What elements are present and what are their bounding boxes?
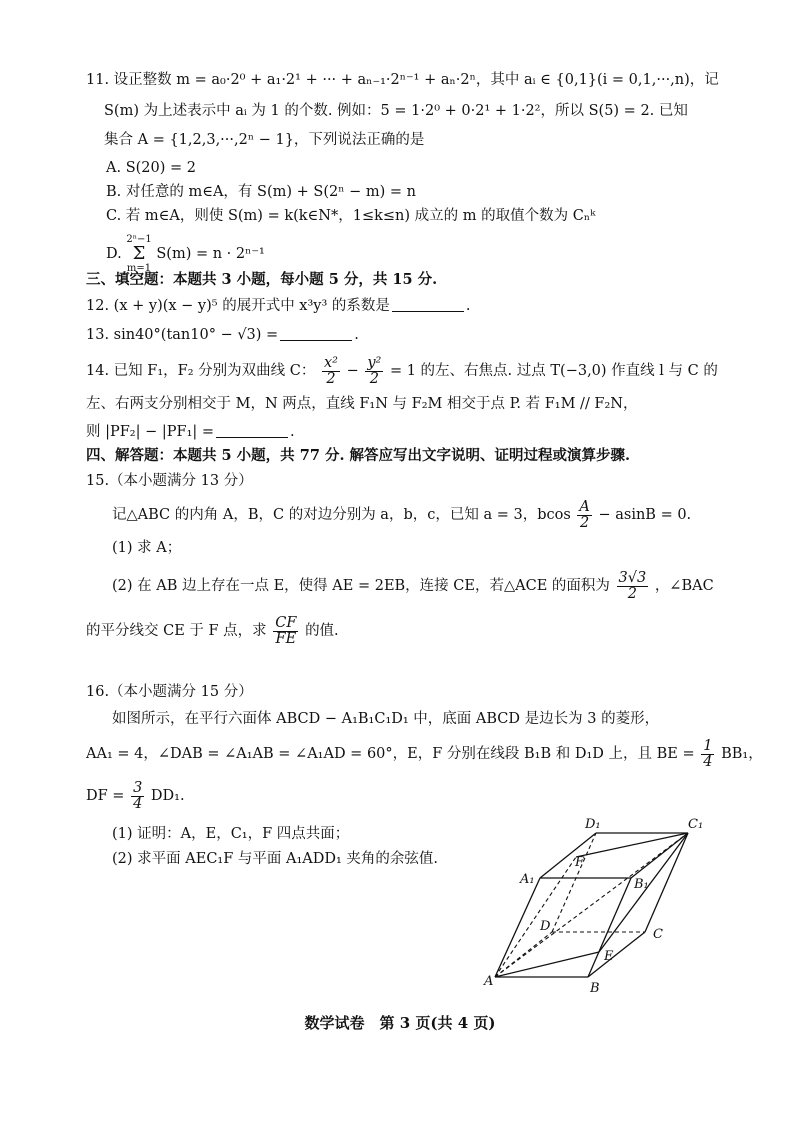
q14-minus: − (346, 363, 359, 379)
label-b: B (590, 981, 600, 996)
hidden-segment-a-f (495, 857, 576, 977)
page-footer: 数学试卷 第 3 页(共 4 页) (304, 1014, 496, 1032)
q16-line-2-post: BB₁， (721, 746, 763, 762)
q15-fraction-a-half-denominator: 2 (580, 514, 590, 531)
q14-fraction-y-denominator: 2 (369, 370, 379, 387)
label-a1: A₁ (520, 872, 535, 887)
q15-fraction-cf-fe-denominator: FE (275, 630, 297, 647)
q16-fraction-quarter-denominator: 4 (703, 753, 713, 770)
q13-period: . (354, 327, 359, 343)
q16-part-2: (2) 求平面 AEC₁F 与平面 A₁ADD₁ 夹角的余弦值. (112, 851, 439, 867)
q11-option-d-rest: S(m) = n · 2ⁿ⁻¹ (156, 246, 265, 262)
q14-line-2: 左、右两支分别相交于 M，N 两点，直线 F₁N 与 F₂M 相交于点 P. 若 F₁M // F₂N， (86, 396, 638, 412)
q14-fraction-x-denominator: 2 (326, 370, 336, 387)
segment-a-e (495, 952, 599, 977)
edge-a-a1 (495, 878, 540, 977)
q14-fraction-y-numerator: y² (367, 354, 382, 371)
q15-statement-post: − asinB = 0. (598, 507, 692, 523)
q11-line-2: S(m) 为上述表示中 aᵢ 为 1 的个数. 例如：5 = 1·2⁰ + 0·2¹ + 1·2²，所以 S(5) = 2. 已知 (104, 103, 688, 119)
q11-option-a: A. S(20) = 2 (106, 160, 196, 176)
q15-heading: 15.（本小题满分 13 分） (86, 473, 253, 489)
edge-a1-d1 (540, 833, 596, 878)
q14-pre: 14. 已知 F₁，F₂ 分别为双曲线 C： (86, 363, 316, 379)
q16-line-2-pre: AA₁ = 4，∠DAB = ∠A₁AB = ∠A₁AD = 60°，E，F 分别在线段 B₁B 和 D₁D 上，且 BE = (86, 746, 695, 762)
label-f: F (575, 855, 585, 870)
q15-fraction-cf-fe-numerator: CF (275, 614, 297, 631)
q15-statement-pre: 记△ABC 的内角 A，B，C 的对边分别为 a，b，c，已知 a = 3，bcos (112, 507, 571, 523)
q15-part-1: (1) 求 A； (112, 540, 182, 556)
q15-fraction-a-half-numerator: A (579, 498, 590, 515)
q11-line-3: 集合 A = {1,2,3,···,2ⁿ − 1}，下列说法正确的是 (104, 132, 425, 148)
q11-option-c: C. 若 m∈A，则使 S(m) = k(k∈N*，1≤k≤n) 成立的 m 的取值个数为 Cₙᵏ (106, 208, 596, 224)
q14-fraction-x-numerator: x² (323, 354, 338, 371)
q16-heading: 16.（本小题满分 15 分） (86, 684, 253, 700)
segment-e-c1 (599, 833, 688, 952)
q15-fraction-area-numerator: 3√3 (618, 569, 647, 586)
hidden-diagonal-a-c1 (495, 833, 688, 977)
q13-text: 13. sin40°(tan10° − √3) = (86, 327, 279, 343)
q16-fraction-three-quarters-numerator: 3 (133, 779, 143, 796)
label-d1: D₁ (585, 817, 601, 832)
label-c1: C₁ (688, 817, 704, 832)
edge-b-c (588, 932, 645, 977)
q15-part-2-cont-post: 的值. (305, 623, 339, 639)
section-4-heading: 四、解答题：本题共 5 小题，共 77 分. 解答应写出文字说明、证明过程或演算步骤. (86, 447, 631, 464)
q14-period: . (290, 424, 295, 440)
q16-part-1: (1) 证明：A，E，C₁，F 四点共面； (112, 826, 350, 842)
sum-sigma: Σ (132, 243, 146, 264)
q16-fraction-three-quarters-denominator: 4 (133, 795, 143, 812)
q11-line-1: 11. 设正整数 m = a₀·2⁰ + a₁·2¹ + ··· + aₙ₋₁·2ⁿ⁻¹ + aₙ·2ⁿ，其中 aᵢ ∈ {0,1}(i = 0,1,···,n)，记 (86, 72, 719, 88)
q14-post: = 1 的左、右焦点. 过点 T(−3,0) 作直线 l 与 C 的 (389, 363, 718, 379)
q15-fraction-area-denominator: 2 (627, 585, 637, 602)
q15-part-2-post: ，∠BAC (654, 578, 714, 594)
section-3-heading: 三、填空题：本题共 3 小题，每小题 5 分，共 15 分. (86, 271, 438, 288)
sum-lower-limit: m=1 (126, 263, 152, 274)
q16-line-1: 如图所示，在平行六面体 ABCD − A₁B₁C₁D₁ 中，底面 ABCD 是边长为 3 的菱形， (112, 711, 660, 727)
sum-upper-limit: 2ⁿ−1 (126, 234, 152, 245)
q11-option-d-prefix: D. (106, 246, 122, 262)
q12-period: . (465, 298, 471, 314)
label-a: A (484, 974, 494, 989)
label-b1: B₁ (634, 877, 649, 892)
q15-part-2-pre: (2) 在 AB 边上存在一点 E，使得 AE = 2EB，连接 CE，若△ACE 的面积为 (112, 578, 610, 594)
q16-line-3-pre: DF = (86, 788, 125, 804)
label-d: D (540, 919, 551, 934)
label-c: C (653, 927, 663, 942)
q16-line-3-post: DD₁. (150, 788, 185, 804)
q12-text: 12. (x + y)(x − y)⁵ 的展开式中 x³y³ 的系数是 (86, 298, 390, 314)
q16-fraction-quarter-numerator: 1 (703, 737, 713, 754)
label-e: E (604, 949, 614, 964)
q11-option-b: B. 对任意的 m∈A，有 S(m) + S(2ⁿ − m) = n (106, 184, 416, 200)
q15-part-2-cont-pre: 的平分线交 CE 于 F 点，求 (86, 623, 267, 639)
q14-line-3-text: 则 |PF₂| − |PF₁| = (86, 424, 215, 440)
